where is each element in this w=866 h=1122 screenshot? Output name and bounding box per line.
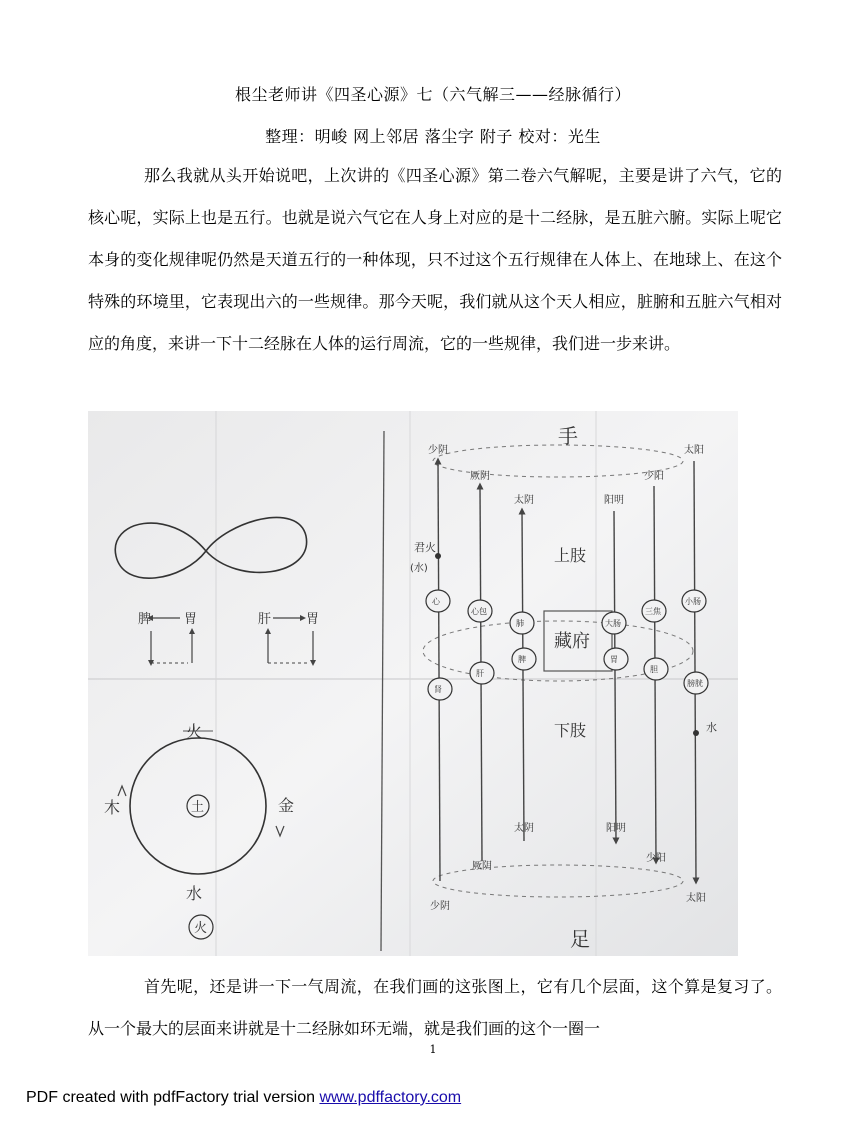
meridian-bottom-2: 厥阴 bbox=[472, 861, 492, 872]
flow-right-b: 胃 bbox=[306, 612, 320, 627]
meridian-top-4: 阳明 bbox=[604, 495, 624, 506]
ring-top: 火 bbox=[186, 722, 203, 741]
paragraph-2: 首先呢，还是讲一下一气周流，在我们画的这张图上，它有几个层面，这个算是复习了。从一个最大的层面来讲就是十二经脉如环无端，就是我们画的这个一圈一 bbox=[88, 977, 782, 1038]
label-center: 藏府 bbox=[554, 631, 590, 652]
page-number: 1 bbox=[429, 1043, 437, 1056]
footer-text: PDF created with pdfFactory trial version bbox=[26, 1089, 320, 1106]
upper-organ-5: 三焦 bbox=[645, 607, 661, 616]
ring-bottom-circled: 火 bbox=[194, 921, 208, 936]
hand-drawn-figure bbox=[88, 411, 738, 956]
document-credits: 整理：明峻 网上邻居 落尘字 附子 校对：光生 bbox=[265, 127, 601, 146]
meridian-bottom-4: 阳明 bbox=[606, 823, 626, 834]
label-foot: 足 bbox=[570, 927, 590, 951]
label-lower-limb: 下肢 bbox=[554, 721, 587, 740]
upper-organ-3: 肺 bbox=[516, 619, 524, 628]
meridian-bottom-5: 少阳 bbox=[646, 853, 666, 864]
upper-organ-4: 大肠 bbox=[605, 619, 621, 628]
upper-organ-1: 心 bbox=[432, 597, 440, 606]
lower-organ-6: 膀胱 bbox=[687, 679, 703, 688]
meridian-bottom-1: 少阴 bbox=[430, 901, 450, 912]
lower-organ-2: 肝 bbox=[476, 669, 484, 678]
flow-left-a: 脾 bbox=[138, 612, 152, 627]
meridian-top-2: 厥阴 bbox=[470, 471, 490, 482]
meridian-top-3: 太阴 bbox=[514, 495, 534, 506]
upper-organ-6: 小肠 bbox=[685, 597, 701, 606]
ring-bottom: 水 bbox=[186, 884, 203, 903]
footer-link[interactable]: www.pdffactory.com bbox=[319, 1089, 462, 1106]
side-label-left-paren: (水) bbox=[410, 563, 428, 574]
paragraph-1: 那么我就从头开始说吧，上次讲的《四圣心源》第二卷六气解呢，主要是讲了六气，它的核心呢，实际上也是五行。也就是说六气它在人身上对应的是十二经脉，是五脏六腑。实际上呢它本身的变化规律呢仍然是天道五行的一种体现，只不过这个五行规律在人体上、在地球上、在这个特殊的环境里，它表现出六的一些规律。那今天呢，我们就从这个天人相应，脏腑和五脏六气相对应的角度，来讲一下十二经脉在人体的运行周流，它的一些规律，我们进一步来讲。 bbox=[88, 166, 782, 353]
ring-right: 金 bbox=[278, 796, 295, 815]
pdf-footer bbox=[26, 1089, 461, 1107]
label-upper-limb: 上肢 bbox=[554, 546, 587, 565]
meridian-top-6: 太阳 bbox=[684, 445, 704, 456]
meridian-top-1: 少阴 bbox=[428, 445, 448, 456]
meridian-bottom-6: 太阳 bbox=[686, 893, 706, 904]
ring-center: 土 bbox=[191, 800, 205, 815]
document-title: 根尘老师讲《四圣心源》七（六气解三——经脉循行） bbox=[234, 85, 631, 104]
label-hand: 手 bbox=[558, 424, 578, 448]
meridian-top-5: 少阳 bbox=[644, 471, 664, 482]
lower-organ-4: 胃 bbox=[610, 655, 618, 664]
ring-left: 木 bbox=[104, 798, 121, 817]
paper-background bbox=[88, 411, 738, 956]
lower-organ-3: 脾 bbox=[518, 655, 526, 664]
side-label-left: 君火 bbox=[414, 541, 436, 554]
meridian-bottom-3: 太阴 bbox=[514, 823, 534, 834]
upper-organ-2: 心包 bbox=[471, 607, 487, 616]
lower-organ-1: 肾 bbox=[434, 685, 442, 694]
flow-left-b: 胃 bbox=[184, 612, 198, 627]
flow-right-a: 肝 bbox=[258, 612, 272, 627]
lower-organ-5: 胆 bbox=[650, 665, 658, 674]
side-label-right: 水 bbox=[706, 721, 717, 734]
